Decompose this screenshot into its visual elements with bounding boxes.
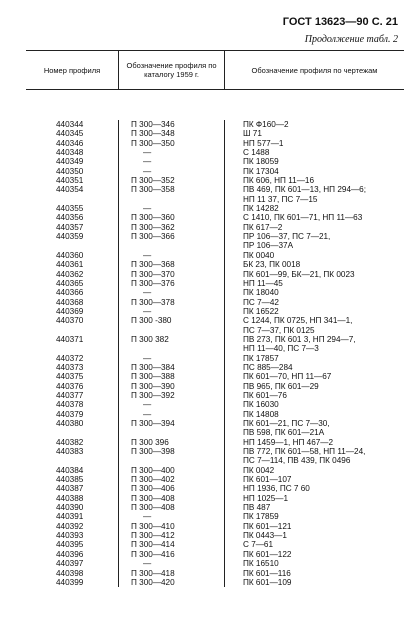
profile-number-cell: 440356 (56, 213, 84, 223)
profile-number-cell (56, 195, 118, 204)
catalog-designation-cell: П 300—400 (131, 465, 175, 475)
catalog-designation-cell: П 300—368 (131, 260, 175, 270)
drawing-designation-cell: ПК 17304 (243, 166, 279, 176)
profile-number-column (26, 120, 118, 587)
catalog-designation-cell: П 300—350 (131, 138, 175, 148)
drawing-designation-cell: НП 11—40, ПС 7—3 (243, 344, 319, 354)
drawing-designation-cell: НП 1936, ПС 7 60 (243, 484, 310, 494)
profile-number-cell (56, 456, 118, 465)
profile-number-cell: 440361 (56, 260, 84, 270)
profile-number-cell: 440371 (56, 334, 84, 344)
drawing-designation-cell: ПС 7—42 (243, 297, 279, 307)
profile-number-cell: 440391 (56, 512, 84, 522)
catalog-designation-cell: П 300—416 (131, 549, 175, 559)
drawing-designation-cell: ПК 601—99, БК—21, ПК 0023 (243, 269, 355, 279)
profile-number-cell: 440372 (56, 353, 84, 363)
table-body (26, 90, 404, 587)
drawing-designation-cell: НП 11 37, ПС 7—15 (243, 194, 318, 204)
catalog-designation-cell: — (143, 288, 152, 298)
drawing-designation-cell: ПК 0042 (243, 465, 275, 475)
catalog-designation-cell: П 300—394 (131, 419, 175, 428)
drawing-designation-cell: ПК 601—122 (243, 549, 292, 559)
column-header-profile-number: Номер профиля (43, 65, 101, 75)
drawing-designation-cell: ПК 18040 (243, 288, 279, 298)
catalog-designation-cell: П 300—346 (131, 120, 175, 129)
drawing-designation-cell: ПС 885—284 (243, 362, 293, 372)
profile-number-cell: 440357 (56, 222, 84, 232)
catalog-designation-cell: — (143, 250, 152, 260)
catalog-designation-cell: — (143, 166, 152, 176)
catalog-designation-cell: П 300—352 (131, 176, 175, 186)
drawing-designation-cell: ПВ 273, ПК 601 3, НП 294—7, (243, 334, 356, 344)
catalog-designation-cell (131, 326, 224, 335)
profile-number-cell: 440379 (56, 409, 84, 419)
drawing-designation-cell: ПС 7—114, ПВ 439, ПК 0496 (243, 456, 351, 466)
profile-number-cell: 440355 (56, 204, 84, 214)
profile-number-cell: 440368 (56, 297, 84, 307)
profile-number-cell: 440350 (56, 166, 84, 176)
profile-number-cell: 440344 (56, 120, 84, 129)
catalog-designation-cell: — (143, 157, 152, 167)
drawing-designation-cell: ПК 0040 (243, 250, 275, 260)
drawing-designation-cell: НП 1025—1 (243, 493, 289, 503)
catalog-designation-column (118, 120, 224, 587)
catalog-designation-cell: П 300—360 (131, 213, 175, 223)
catalog-designation-cell: — (143, 409, 152, 419)
drawing-designation-cell: НП 11—45 (243, 278, 283, 288)
drawing-designation-cell: ПР 106—37А (243, 241, 294, 251)
drawing-designation-cell: ПК 0443—1 (243, 531, 287, 541)
drawing-designation-cell: ПК 16510 (243, 559, 279, 569)
drawing-designation-cell: ПС 7—37, ПК 0125 (243, 325, 315, 335)
drawing-designation-cell: ПВ 772, ПК 601—58, НП 11—24, (243, 447, 366, 457)
catalog-designation-cell: П 300—414 (131, 540, 175, 550)
catalog-designation-cell: — (143, 559, 152, 569)
catalog-designation-cell: — (143, 148, 152, 158)
profile-number-cell: 440369 (56, 306, 84, 316)
profile-number-cell: 440380 (56, 419, 84, 428)
catalog-designation-cell: — (143, 512, 152, 522)
drawing-designation-column (224, 120, 404, 587)
profile-number-cell: 440388 (56, 493, 84, 503)
profile-number-cell: 440383 (56, 447, 84, 457)
drawing-designation-cell: НП 1459—1, НП 467—2 (243, 437, 334, 447)
profile-number-cell: 440360 (56, 250, 84, 260)
catalog-designation-cell: П 300 382 (131, 334, 169, 344)
profile-number-cell: 440378 (56, 400, 84, 410)
drawing-designation-cell: ПК 14808 (243, 409, 279, 419)
drawing-designation-cell: ПВ 469, ПК 601—13, НП 294—6; (243, 185, 367, 195)
profile-number-cell: 440396 (56, 549, 84, 559)
catalog-designation-cell: П 300—402 (131, 475, 175, 485)
profile-number-cell: 440399 (56, 577, 84, 587)
profile-number-cell (56, 344, 118, 353)
profile-number-cell: 440365 (56, 278, 84, 288)
drawing-designation-cell: ПР 106—37, ПС 7—21, (243, 232, 331, 242)
catalog-designation-cell: П 300—418 (131, 568, 175, 578)
profile-number-cell (56, 241, 118, 250)
drawing-designation-cell: С 1244, ПК 0725, НП 341—1, (243, 316, 353, 326)
drawing-designation-cell: ПК 18059 (243, 157, 279, 167)
profile-number-cell: 440359 (56, 232, 84, 242)
catalog-designation-cell: П 300—348 (131, 129, 175, 139)
profile-number-cell: 440376 (56, 381, 84, 391)
catalog-designation-cell: П 300—410 (131, 521, 175, 531)
drawing-designation-cell: ПК 17857 (243, 353, 279, 363)
profile-number-cell (56, 326, 118, 335)
catalog-designation-cell: П 300—420 (131, 577, 175, 587)
catalog-designation-cell (131, 456, 224, 465)
drawing-designation-cell: ПК 601—107 (243, 475, 292, 485)
catalog-designation-cell: — (143, 400, 152, 410)
column-header-catalog-designation: Обозначение профиля по каталогу 1959 г. (118, 51, 224, 89)
profile-number-cell: 440354 (56, 185, 84, 195)
catalog-designation-cell (131, 344, 224, 353)
drawing-designation-cell: С 1410, ПК 601—71, НП 11—63 (243, 213, 363, 223)
profile-number-cell: 440351 (56, 176, 84, 186)
drawing-designation-cell: С 7—61 (243, 540, 274, 550)
catalog-designation-cell: — (143, 204, 152, 214)
catalog-designation-cell: П 300—408 (131, 503, 175, 513)
profile-number-cell (56, 428, 118, 437)
drawing-designation-cell: НП 577—1 (243, 138, 284, 148)
catalog-designation-cell (131, 195, 224, 204)
drawing-designation-cell: Ш 71 (243, 129, 262, 139)
drawing-designation-cell: ПК 14282 (243, 204, 279, 214)
profile-number-cell: 440362 (56, 269, 84, 279)
drawing-designation-cell: ПВ 965, ПК 601—29 (243, 381, 319, 391)
profile-number-cell: 440392 (56, 521, 84, 531)
catalog-designation-cell: П 300—366 (131, 232, 175, 242)
catalog-designation-cell: П 300—370 (131, 269, 175, 279)
profile-number-cell: 440390 (56, 503, 84, 513)
drawing-designation-cell: ПК 601—109 (243, 577, 292, 587)
drawing-designation-cell: ПВ 487 (243, 503, 271, 513)
catalog-designation-cell: П 300 396 (131, 437, 169, 447)
profile-number-cell: 440395 (56, 540, 84, 550)
profile-number-cell: 440370 (56, 316, 84, 326)
page-header: ГОСТ 13623—90 С. 21 (282, 16, 398, 28)
profile-number-cell: 440384 (56, 465, 84, 475)
catalog-designation-cell: П 300—358 (131, 185, 175, 195)
catalog-designation-cell: — (143, 306, 152, 316)
profile-number-cell: 440385 (56, 475, 84, 485)
profile-number-cell: 440366 (56, 288, 84, 298)
catalog-designation-cell: П 300—390 (131, 381, 175, 391)
catalog-designation-cell: П 300—392 (131, 390, 175, 400)
profile-number-cell: 440373 (56, 362, 84, 372)
profile-number-cell: 440348 (56, 148, 84, 158)
drawing-designation-cell: БК 23, ПК 0018 (243, 260, 301, 270)
drawing-designation-cell: ПК 16030 (243, 400, 279, 410)
column-header-drawing-designation: Обозначение профиля по чертежам (224, 51, 404, 89)
profile-number-cell: 440349 (56, 157, 84, 167)
catalog-designation-cell: П 300—398 (131, 447, 175, 457)
profile-number-cell: 440382 (56, 437, 84, 447)
profile-table (26, 50, 404, 587)
profile-number-cell: 440393 (56, 531, 84, 541)
drawing-designation-cell: ПК 16522 (243, 306, 279, 316)
catalog-designation-cell: П 300—362 (131, 222, 175, 232)
drawing-designation-cell: ПК 601—21, ПС 7—30, (243, 419, 330, 428)
profile-number-cell: 440387 (56, 484, 84, 494)
catalog-designation-cell: П 300—408 (131, 493, 175, 503)
catalog-designation-cell: П 300—412 (131, 531, 175, 541)
catalog-designation-cell: П 300—406 (131, 484, 175, 494)
profile-number-cell: 440346 (56, 138, 84, 148)
drawing-designation-cell: ПК 606, НП 11—16 (243, 176, 315, 186)
table-continuation-caption: Продолжение табл. 2 (304, 34, 398, 45)
catalog-designation-cell (131, 428, 224, 437)
profile-number-cell: 440345 (56, 129, 84, 139)
catalog-designation-cell: П 300 -380 (131, 316, 172, 326)
catalog-designation-cell: П 300—384 (131, 362, 175, 372)
catalog-designation-cell: П 300—388 (131, 372, 175, 382)
catalog-designation-cell (131, 241, 224, 250)
profile-number-cell: 440398 (56, 568, 84, 578)
drawing-designation-cell: С 1488 (243, 148, 270, 158)
profile-number-cell: 440377 (56, 390, 84, 400)
profile-number-cell: 440375 (56, 372, 84, 382)
drawing-designation-cell: ПК 617—2 (243, 222, 283, 232)
drawing-designation-cell: ПК 601—70, НП 11—67 (243, 372, 332, 382)
table-header (26, 50, 404, 90)
drawing-designation-cell: ПК 601—76 (243, 390, 287, 400)
catalog-designation-cell: П 300—376 (131, 278, 175, 288)
profile-number-cell: 440397 (56, 559, 84, 569)
catalog-designation-cell: П 300—378 (131, 297, 175, 307)
catalog-designation-cell: — (143, 353, 152, 363)
drawing-designation-cell: ПК 601—116 (243, 568, 291, 578)
drawing-designation-cell: ПК 17859 (243, 512, 279, 522)
drawing-designation-cell: ПК Ф160—2 (243, 120, 289, 129)
drawing-designation-cell: ПК 601—121 (243, 521, 292, 531)
drawing-designation-cell: ПВ 598, ПК 601—21А (243, 428, 325, 438)
